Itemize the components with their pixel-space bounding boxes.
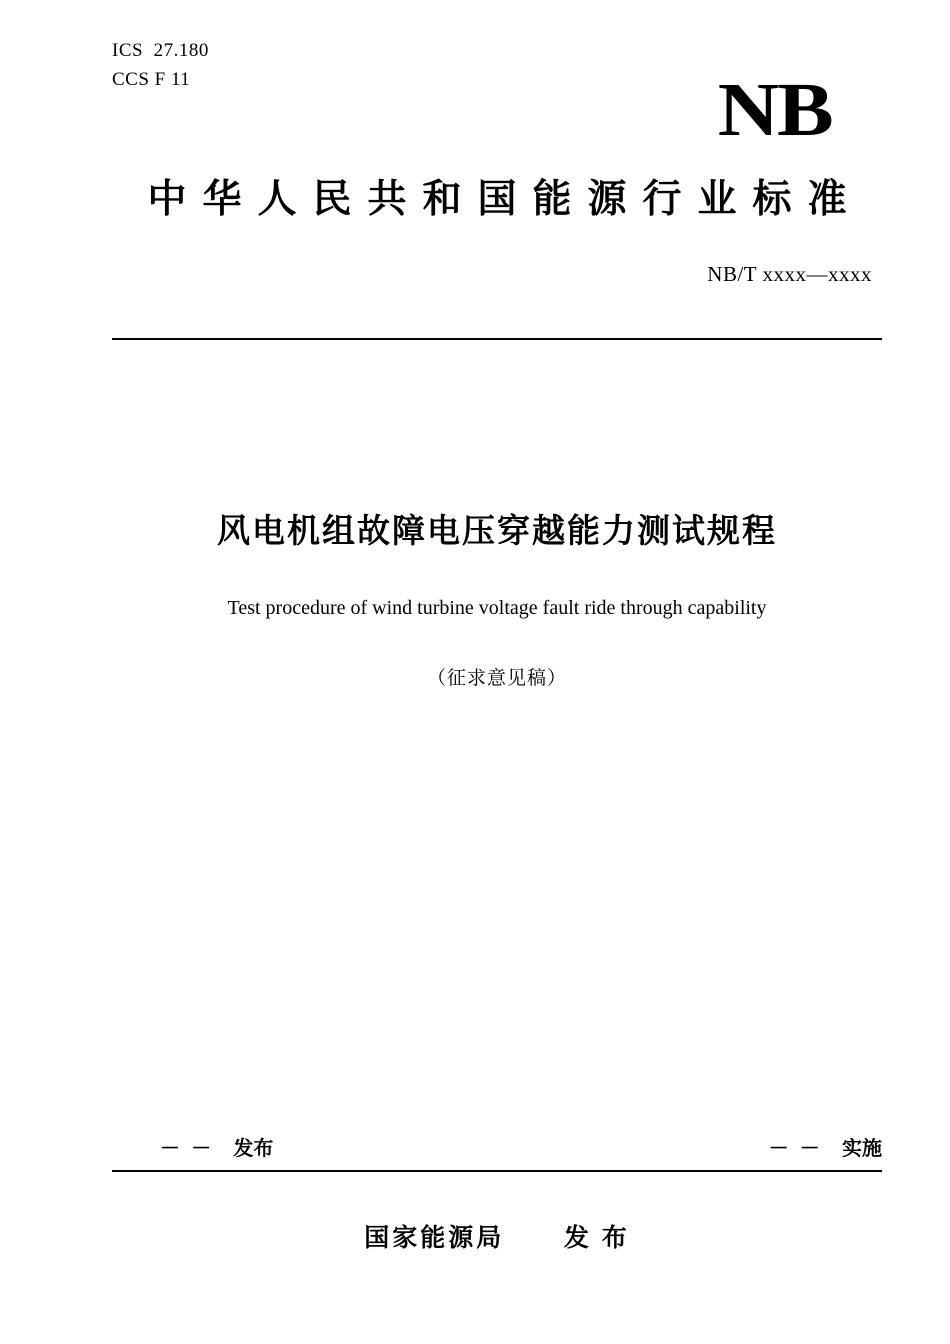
document-title-english: Test procedure of wind turbine voltage fault ride through capability <box>227 597 767 619</box>
header-divider <box>112 338 882 340</box>
standard-number: NB/T xxxx—xxxx <box>707 262 872 286</box>
document-title-chinese: 风电机组故障电压穿越能力测试规程 <box>217 512 777 549</box>
nb-logo: NB <box>718 68 832 152</box>
ccs-code: CCS F 11 <box>112 69 191 90</box>
classification-codes <box>112 36 209 94</box>
dates-row <box>112 1132 882 1166</box>
publish-date: － － 发布 <box>160 1138 274 1160</box>
draft-status-label: （征求意见稿） <box>426 668 567 689</box>
cover-content <box>112 0 882 1344</box>
implement-date: － － 实施 <box>768 1138 882 1160</box>
ics-code: ICS 27.180 <box>112 40 209 61</box>
footer-divider <box>112 1170 882 1172</box>
issuing-authority: 国家能源局 发 布 <box>364 1224 630 1252</box>
national-standard-title: 中华人民共和国能源行业标准 <box>147 178 863 221</box>
